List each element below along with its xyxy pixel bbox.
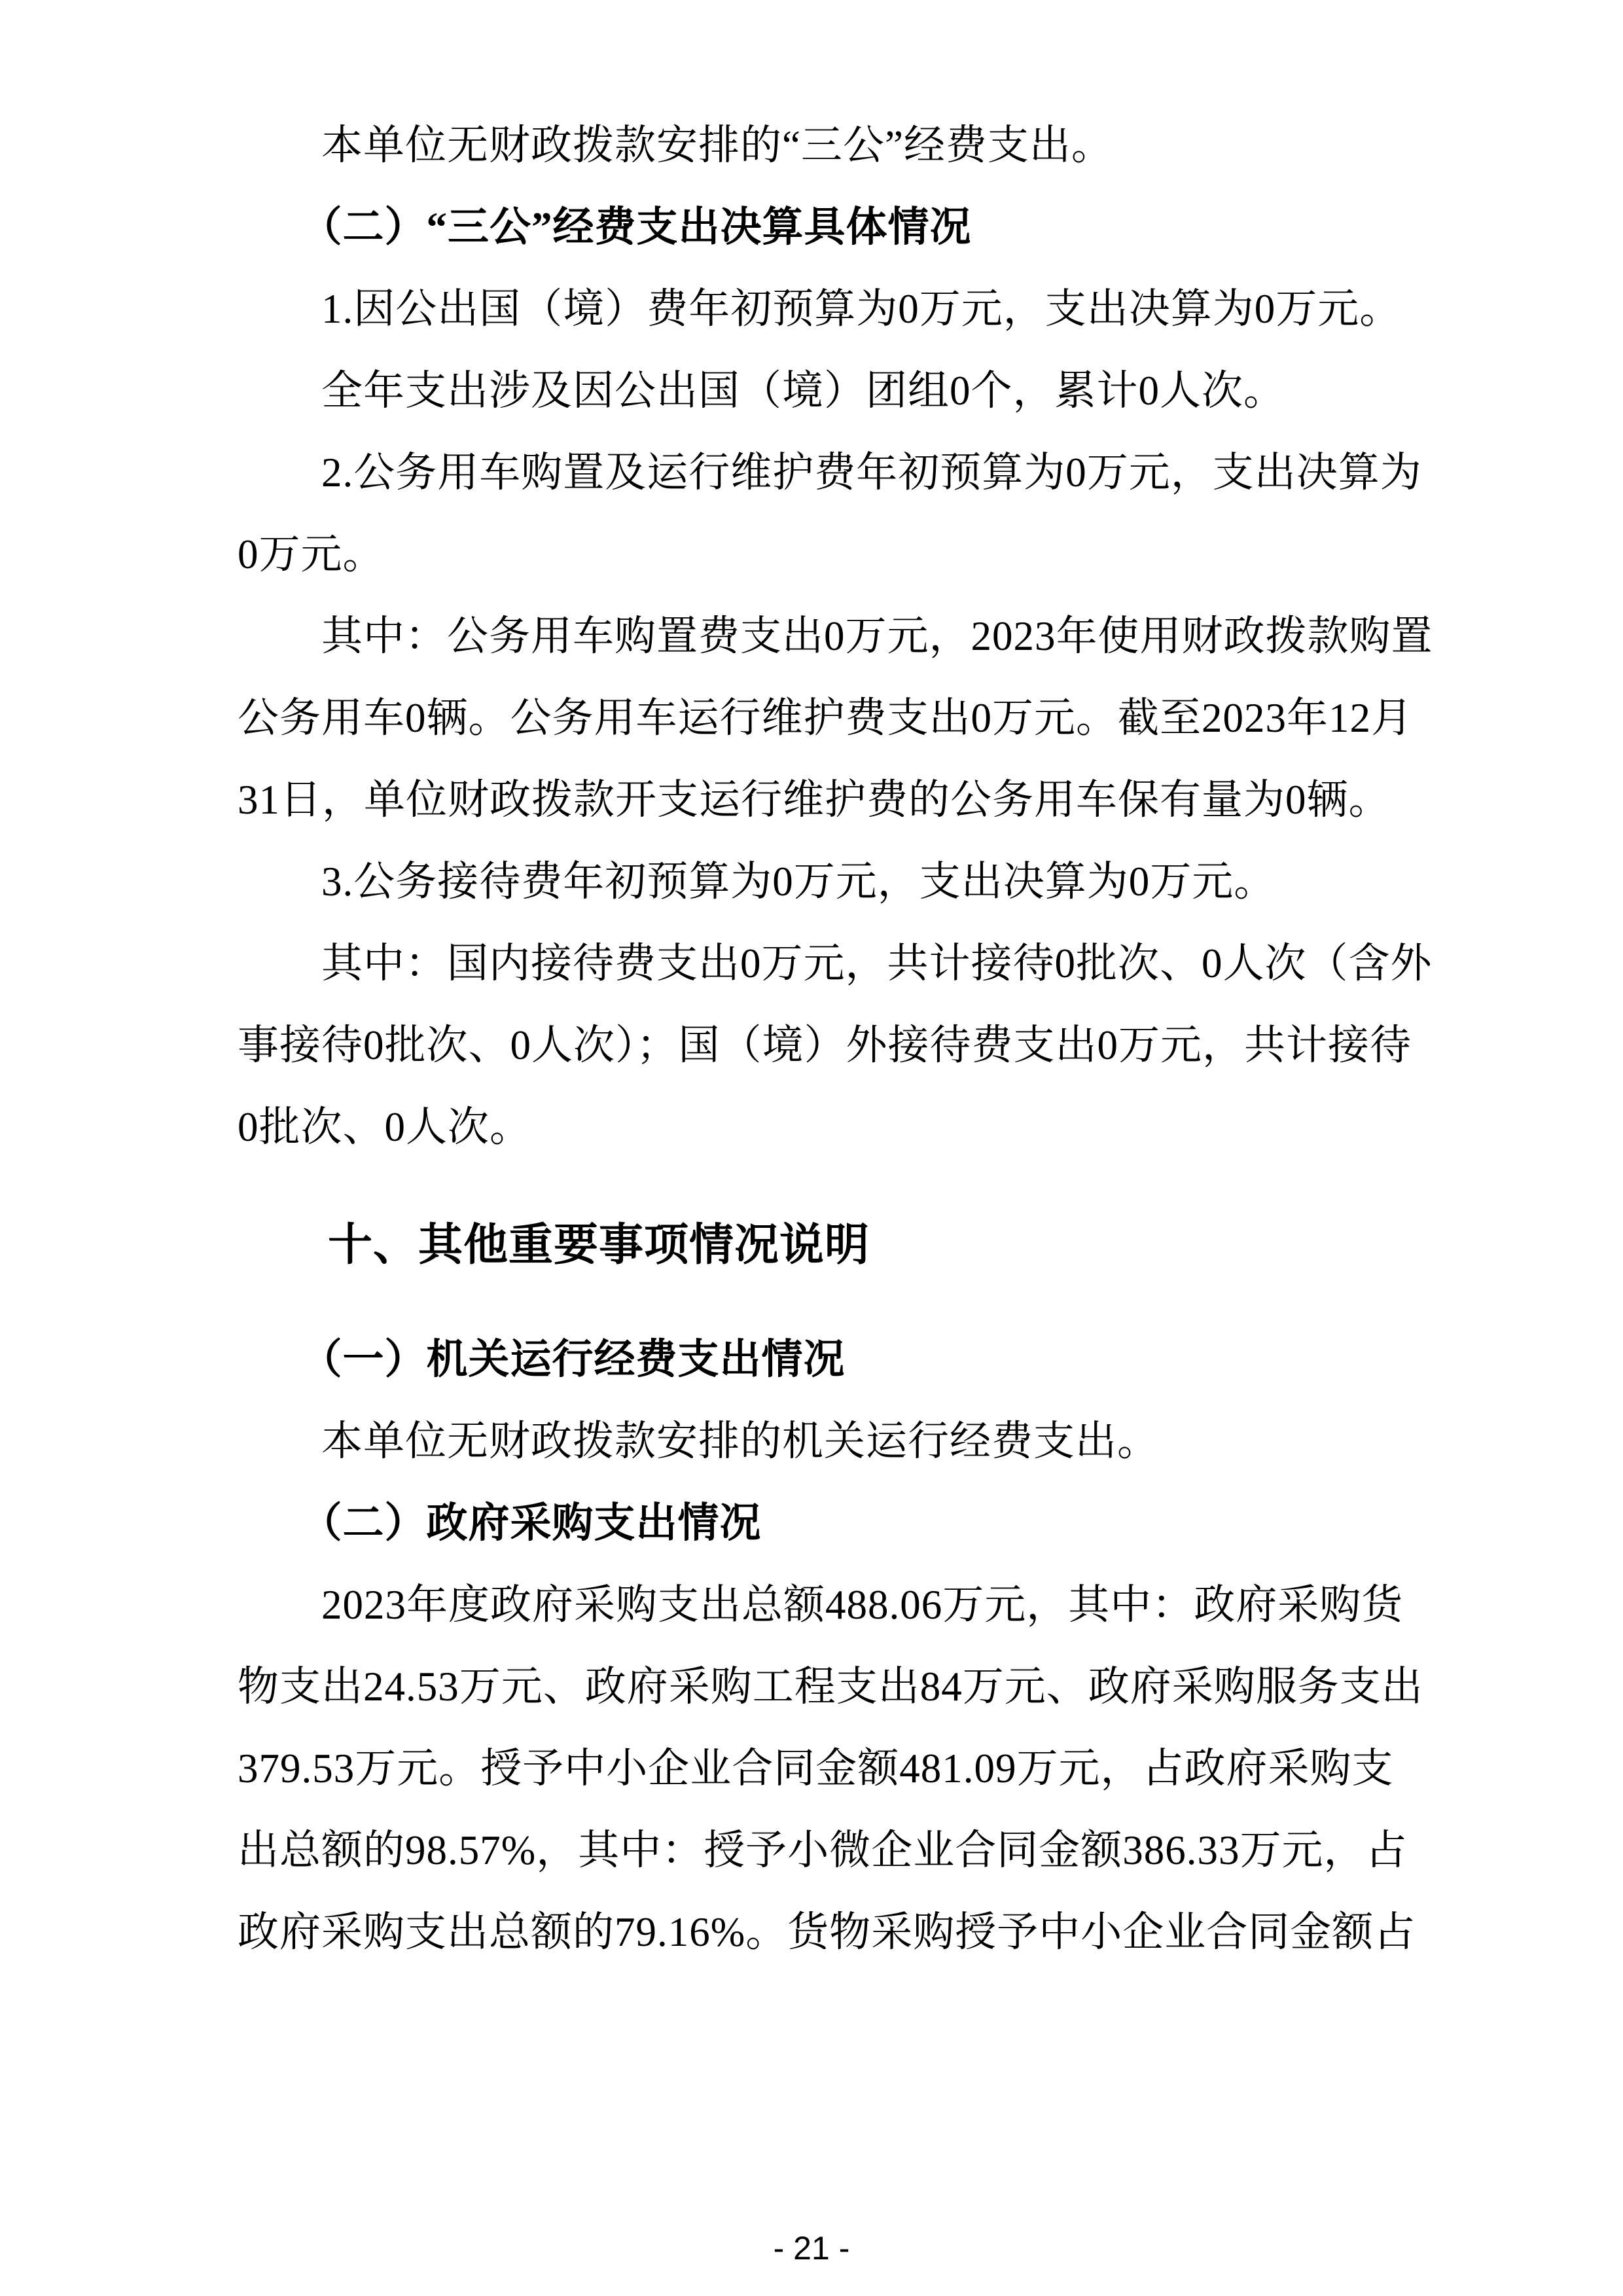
body-line: 政府采购支出总额的79.16%。货物采购授予中小企业合同金额占 — [238, 1909, 1416, 1955]
body-line: 其中：国内接待费支出0万元，共计接待0批次、0人次（含外 — [238, 941, 1433, 986]
body-line: 物支出24.53万元、政府采购工程支出84万元、政府采购服务支出 — [238, 1664, 1423, 1710]
body-line: 其中：公务用车购置费支出0万元，2023年使用财政拨款购置 — [238, 613, 1433, 659]
body-line: 2.公务用车购置及运行维护费年初预算为0万元，支出决算为 — [238, 450, 1422, 495]
document-body — [238, 105, 1433, 1973]
body-line: 0万元。 — [238, 531, 385, 577]
body-line: 31日，单位财政拨款开支运行维护费的公务用车保有量为0辆。 — [238, 777, 1391, 823]
body-line: 事接待0批次、0人次）；国（境）外接待费支出0万元，共计接待 — [238, 1022, 1412, 1068]
subheading-gov-procurement: （二）政府采购支出情况 — [238, 1500, 762, 1546]
body-line: 本单位无财政拨款安排的“三公”经费支出。 — [238, 122, 1113, 168]
subheading-sangong-details: （二）“三公”经费支出决算具体情况 — [238, 204, 972, 250]
body-line: 全年支出涉及因公出国（境）团组0个，累计0人次。 — [238, 368, 1285, 414]
body-line: 379.53万元。授予中小企业合同金额481.09万元，占政府采购支 — [238, 1746, 1394, 1791]
subheading-operating-expenses: （一）机关运行经费支出情况 — [238, 1336, 846, 1382]
body-line: 出总额的98.57%，其中：授予小微企业合同金额386.33万元，占 — [238, 1827, 1408, 1873]
body-line: 2023年度政府采购支出总额488.06万元，其中：政府采购货 — [238, 1582, 1404, 1628]
section-heading-other-matters: 十、其他重要事项情况说明 — [238, 1220, 870, 1270]
body-line: 公务用车0辆。公务用车运行维护费支出0万元。截至2023年12月 — [238, 695, 1413, 741]
body-line: 3.公务接待费年初预算为0万元，支出决算为0万元。 — [238, 859, 1276, 905]
body-line: 1.因公出国（境）费年初预算为0万元，支出决算为0万元。 — [238, 286, 1402, 332]
body-line: 0批次、0人次。 — [238, 1104, 531, 1150]
page-number: - 21 - — [773, 2230, 850, 2267]
page-footer — [0, 2225, 1623, 2271]
body-line: 本单位无财政拨款安排的机关运行经费支出。 — [238, 1418, 1159, 1464]
